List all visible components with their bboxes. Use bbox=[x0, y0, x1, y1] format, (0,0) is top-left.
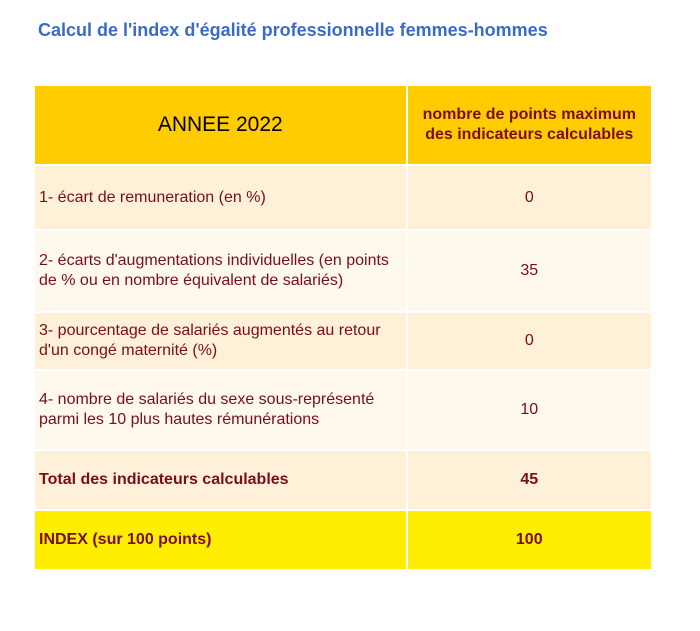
index-label: INDEX (sur 100 points) bbox=[35, 511, 406, 569]
table-row bbox=[35, 371, 651, 449]
total-label: Total des indicateurs calculables bbox=[35, 451, 406, 509]
index-table bbox=[33, 84, 653, 571]
table-row bbox=[35, 313, 651, 369]
row-value: 0 bbox=[408, 166, 651, 229]
row-label: 3- pourcentage de salariés augmentés au retour d'un congé maternité (%) bbox=[35, 313, 406, 369]
total-row bbox=[35, 451, 651, 509]
table-row bbox=[35, 231, 651, 311]
table-row bbox=[35, 166, 651, 229]
total-value: 45 bbox=[408, 451, 651, 509]
row-label: 2- écarts d'augmentations individuelles (en points de % ou en nombre équivalent de salariés) bbox=[35, 231, 406, 311]
row-value: 10 bbox=[408, 371, 651, 449]
header-points: nombre de points maximum des indicateurs calculables bbox=[408, 86, 651, 164]
header-year: ANNEE 2022 bbox=[35, 86, 406, 164]
index-row bbox=[35, 511, 651, 569]
row-value: 0 bbox=[408, 313, 651, 369]
page-title: Calcul de l'index d'égalité professionnelle femmes-hommes bbox=[38, 20, 548, 40]
row-label: 4- nombre de salariés du sexe sous-représenté parmi les 10 plus hautes rémunérations bbox=[35, 371, 406, 449]
row-label: 1- écart de remuneration (en %) bbox=[35, 166, 406, 229]
row-value: 35 bbox=[408, 231, 651, 311]
table-header-row bbox=[35, 86, 651, 164]
index-value: 100 bbox=[408, 511, 651, 569]
